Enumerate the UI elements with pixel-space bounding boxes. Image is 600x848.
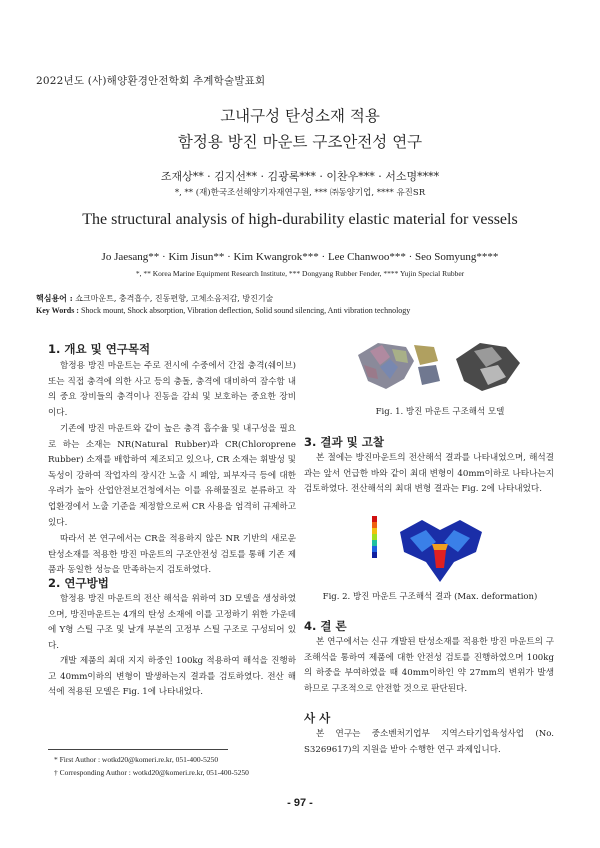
legend-color-7 bbox=[372, 552, 377, 558]
section-3-heading: 3. 결과 및 고찰 bbox=[304, 435, 384, 449]
conference-header: 2022년도 (사)해양환경안전학회 추계학술발표회 bbox=[36, 75, 266, 87]
keywords-english-label: Key Words : bbox=[36, 306, 79, 315]
legend-color-6 bbox=[372, 546, 377, 552]
keywords-korean-label: 핵심용어 : bbox=[36, 293, 73, 303]
legend-color-5 bbox=[372, 540, 377, 546]
korean-title-line2: 함정용 방진 마운트 구조안전성 연구 bbox=[177, 133, 423, 151]
keywords-english-text: Shock mount, Shock absorption, Vibration deflection, Solid sound silencing, Anti vibration technology bbox=[80, 306, 411, 315]
section-4-heading: 4. 결 론 bbox=[304, 619, 347, 633]
korean-affiliations: *, ** (재)한국조선해양기자재연구원, *** ㈜동양기업, **** 유진SR bbox=[174, 188, 426, 198]
figure-1-caption: Fig. 1. 방진 마운트 구조해석 모델 bbox=[375, 407, 505, 417]
deformation-contour-render bbox=[370, 512, 510, 584]
keywords-korean-text: 쇼크마운트, 충격흡수, 진동편향, 고체소음저감, 방진기술 bbox=[75, 294, 274, 303]
acknowledgement-paragraph: 본 연구는 중소벤처기업부 지역스타기업육성사업 (No. S3269617)의 지원을 받아 수행한 연구 과제입니다. bbox=[304, 729, 554, 755]
section-1-paragraph-2: 기존에 방진 마운트와 같이 높은 충격 흡수율 및 내구성을 필요로 하는 소재는 NR(Natural Rubber)과 CR(Chloroprene Rubber) 소재를 배합하여 제조되고 있으나, CR 소재는 휘발성 및 독성이 강하여 작업자의 장시간 노출 시 폐암, 피부자극 등에 대한 우려가 높아 산업안전보건청에서는 이를 유해물질로 분류하고 작업환경에서 노출 기준을 제정함으로써 CR 사용을 엄격히 규제하고 있다. bbox=[48, 424, 297, 528]
legend-color-3 bbox=[372, 528, 377, 534]
deformation-contour-max-zone bbox=[434, 550, 446, 568]
section-1-paragraph-3: 따라서 본 연구에서는 CR을 적용하지 않은 NR 기반의 새로운 탄성소재를 적용한 방진 마운트의 구조안전성 검토를 통해 기존 제품과 동일한 성능을 만족하는지 검토하였다. bbox=[48, 534, 296, 576]
footnote-rule bbox=[48, 749, 228, 750]
section-2-paragraph-2: 개발 제품의 최대 지지 하중인 100kg 적용하여 해석을 진행하고 40mm이하의 변형이 발생하는지 결과를 검토하였다. 전산 해석에 적용된 모델은 Fig. 1에 나타내었다. bbox=[48, 656, 296, 698]
deformation-contour-mid-zone bbox=[432, 544, 448, 550]
korean-authors: 조재상** · 김지선** · 김광록*** · 이찬우*** · 서소명**** bbox=[160, 170, 440, 183]
korean-title-line1: 고내구성 탄성소재 적용 bbox=[220, 107, 380, 125]
page-number: - 97 - bbox=[287, 797, 313, 809]
mount-model-pad-5 bbox=[414, 345, 438, 365]
mount-model-render bbox=[356, 337, 526, 397]
section-3-paragraph-1: 본 절에는 방진마운트의 전산해석 결과를 나타내었으며, 해석결과는 앞서 언급한 바와 같이 최대 변형이 40mm이하로 나타나는지 검토하였다. 전산해석의 최대 변형 결과는 Fig. 2에 나타내었다. bbox=[304, 453, 554, 495]
section-2-paragraph-1: 함정용 방진 마운트의 전산 해석을 위하여 3D 모델을 생성하였으며, 방진마운트는 4개의 탄성 소재에 이를 고정하기 위한 가운데에 Y형 스틸 구조 및 날개 부분의 고정부 스틸 구조로 구성되어 있다. bbox=[48, 594, 296, 651]
section-4-paragraph-1: 본 연구에서는 신규 개발된 탄성소재를 적용한 방진 마운트의 구조해석을 통하여 제품에 대한 안전성 검토를 진행하였으며 100kg의 하중을 부여하였을 때 40mm이하인 약 27mm의 변위가 발생하므로 구조적으로 안전할 것으로 판단된다. bbox=[304, 637, 554, 694]
legend-color-1 bbox=[372, 516, 377, 522]
keywords-english bbox=[36, 306, 410, 315]
section-2-heading: 2. 연구방법 bbox=[48, 576, 109, 590]
section-1-paragraph-1: 함정용 방진 마운트는 주로 전시에 수중에서 간접 충격(쉐이브) 또는 직접 충격에 의한 사고 등의 충돌, 충격에 대비하여 잠수함 내의 중요 장비들의 충격이나 진동을 감쇠 및 보호하는 중요한 장비이다. bbox=[48, 361, 296, 418]
dagger-icon: † bbox=[54, 768, 60, 777]
acknowledgement-heading: 사 사 bbox=[304, 711, 331, 725]
english-authors: Jo Jaesang** · Kim Jisun** · Kim Kwangrok*** · Lee Chanwoo*** · Seo Somyung**** bbox=[101, 251, 499, 263]
english-title: The structural analysis of high-durability elastic material for vessels bbox=[82, 211, 518, 228]
keywords-korean bbox=[36, 293, 273, 304]
section-1-heading: 1. 개요 및 연구목적 bbox=[48, 342, 151, 356]
mount-model-pad-6 bbox=[418, 365, 440, 385]
legend-color-2 bbox=[372, 522, 377, 528]
figure-2-image bbox=[370, 512, 510, 584]
figure-1-image bbox=[356, 337, 526, 397]
footnote-corresponding-author: † Corresponding Author : wotkd20@komeri.re.kr, 051-400-5250 bbox=[54, 768, 249, 777]
figure-2-caption: Fig. 2. 방진 마운트 구조해석 결과 (Max. deformation) bbox=[322, 592, 538, 602]
english-affiliations: *, ** Korea Marine Equipment Research Institute, *** Dongyang Rubber Fender, **** Yujin Special Rubber bbox=[135, 269, 465, 278]
footnote-first-author: * First Author : wotkd20@komeri.re.kr, 051-400-5250 bbox=[54, 755, 219, 764]
legend-color-4 bbox=[372, 534, 377, 540]
asterisk-icon: * bbox=[54, 755, 60, 764]
